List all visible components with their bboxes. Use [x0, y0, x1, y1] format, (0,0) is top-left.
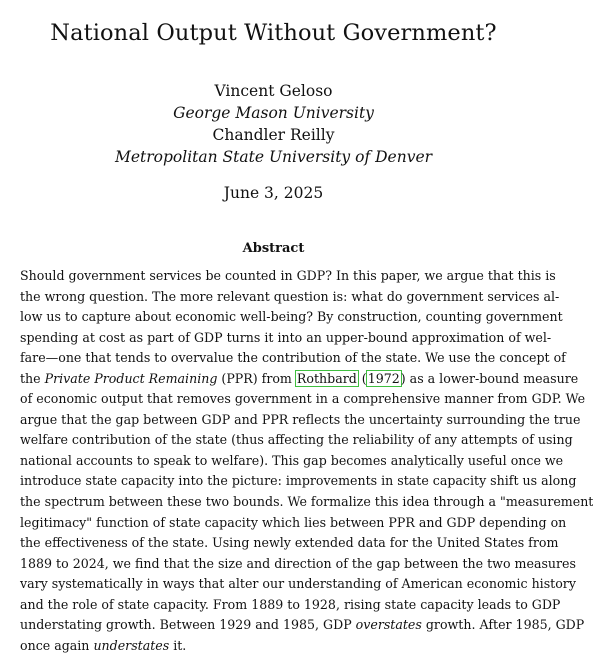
abstract-text: low us to capture about economic well-being? By construction, counting government	[20, 309, 563, 325]
abstract-text: spending at cost as part of GDP turns it into an upper-bound approximation of wel-	[20, 329, 552, 345]
abstract-text: the	[20, 370, 45, 386]
abstract-emphasis: overstates	[355, 617, 422, 633]
abstract-text: ) as a lower-bound measure	[400, 370, 579, 386]
author-affiliation: Metropolitan State University of Denver	[114, 148, 433, 166]
abstract-line	[20, 513, 567, 534]
citation-link[interactable]: Rothbard	[296, 370, 357, 386]
abstract-line	[20, 287, 560, 308]
citation-link[interactable]: 1972	[367, 370, 400, 386]
abstract-text: understating growth. Between 1929 and 1985, GDP	[20, 617, 356, 633]
abstract-text: 1889 to 2024, we find that the size and direction of the gap between the two measures	[20, 555, 576, 571]
abstract-text: of economic output that removes government in a comprehensive manner from GDP. We	[20, 391, 586, 407]
abstract-line	[20, 595, 561, 616]
author-name: Chandler Reilly	[212, 126, 335, 144]
abstract-line	[20, 492, 593, 513]
author-name: Vincent Geloso	[214, 82, 333, 100]
abstract-line	[20, 410, 581, 431]
abstract-line	[20, 369, 579, 390]
abstract-line	[20, 533, 559, 554]
abstract-text: legitimacy" function of state capacity which lies between PPR and GDP depending on	[20, 514, 567, 530]
author-affiliation: George Mason University	[173, 104, 374, 122]
abstract-emphasis: understates	[93, 637, 170, 653]
abstract-text: it.	[169, 637, 187, 653]
abstract-line	[20, 328, 552, 349]
abstract-text: and the role of state capacity. From 1889 to 1928, rising state capacity leads to GDP	[20, 596, 561, 612]
abstract-text: national accounts to speak to welfare). This gap becomes analytically useful once we	[20, 452, 564, 468]
abstract-text: the wrong question. The more relevant question is: what do government services al-	[20, 288, 560, 304]
abstract-line	[20, 451, 564, 472]
abstract-text: argue that the gap between GDP and PPR reflects the uncertainty surrounding the true	[20, 411, 581, 427]
abstract-text: Should government services be counted in GDP? In this paper, we argue that this is	[20, 268, 556, 283]
abstract-line	[20, 471, 577, 492]
abstract-line	[20, 266, 556, 287]
abstract-emphasis: Private Product Remaining	[44, 370, 218, 386]
abstract-line	[20, 430, 573, 451]
abstract-heading: Abstract	[242, 241, 305, 256]
author-block	[0, 80, 547, 168]
abstract-text: vary systematically in ways that alter our understanding of American economic history	[20, 576, 576, 592]
abstract-text: introduce state capacity into the picture: improvements in state capacity shift us along	[20, 473, 577, 489]
abstract-line	[20, 389, 586, 410]
abstract-body	[20, 266, 593, 656]
abstract-line	[20, 348, 566, 369]
abstract-line	[20, 615, 585, 636]
abstract-line	[20, 574, 576, 595]
abstract-line	[20, 636, 531, 657]
abstract-text: the effectiveness of the state. Using newly extended data for the United States from	[20, 535, 559, 551]
abstract-line	[20, 307, 563, 328]
paper-title: National Output Without Government?	[50, 20, 497, 46]
abstract-text: once again	[20, 637, 94, 653]
abstract-text: (	[357, 370, 367, 386]
abstract-line	[20, 554, 576, 575]
abstract-text: (PPR) from	[217, 370, 296, 386]
paper-date: June 3, 2025	[223, 184, 324, 202]
abstract-text: growth. After 1985, GDP	[421, 617, 585, 633]
abstract-text: fare—one that tends to overvalue the contribution of the state. We use the concept of	[20, 350, 566, 366]
abstract-text: welfare contribution of the state (thus affecting the reliability of any attempts of using	[20, 432, 573, 448]
abstract-text: the spectrum between these two bounds. We formalize this idea through a "measurement	[20, 494, 593, 510]
